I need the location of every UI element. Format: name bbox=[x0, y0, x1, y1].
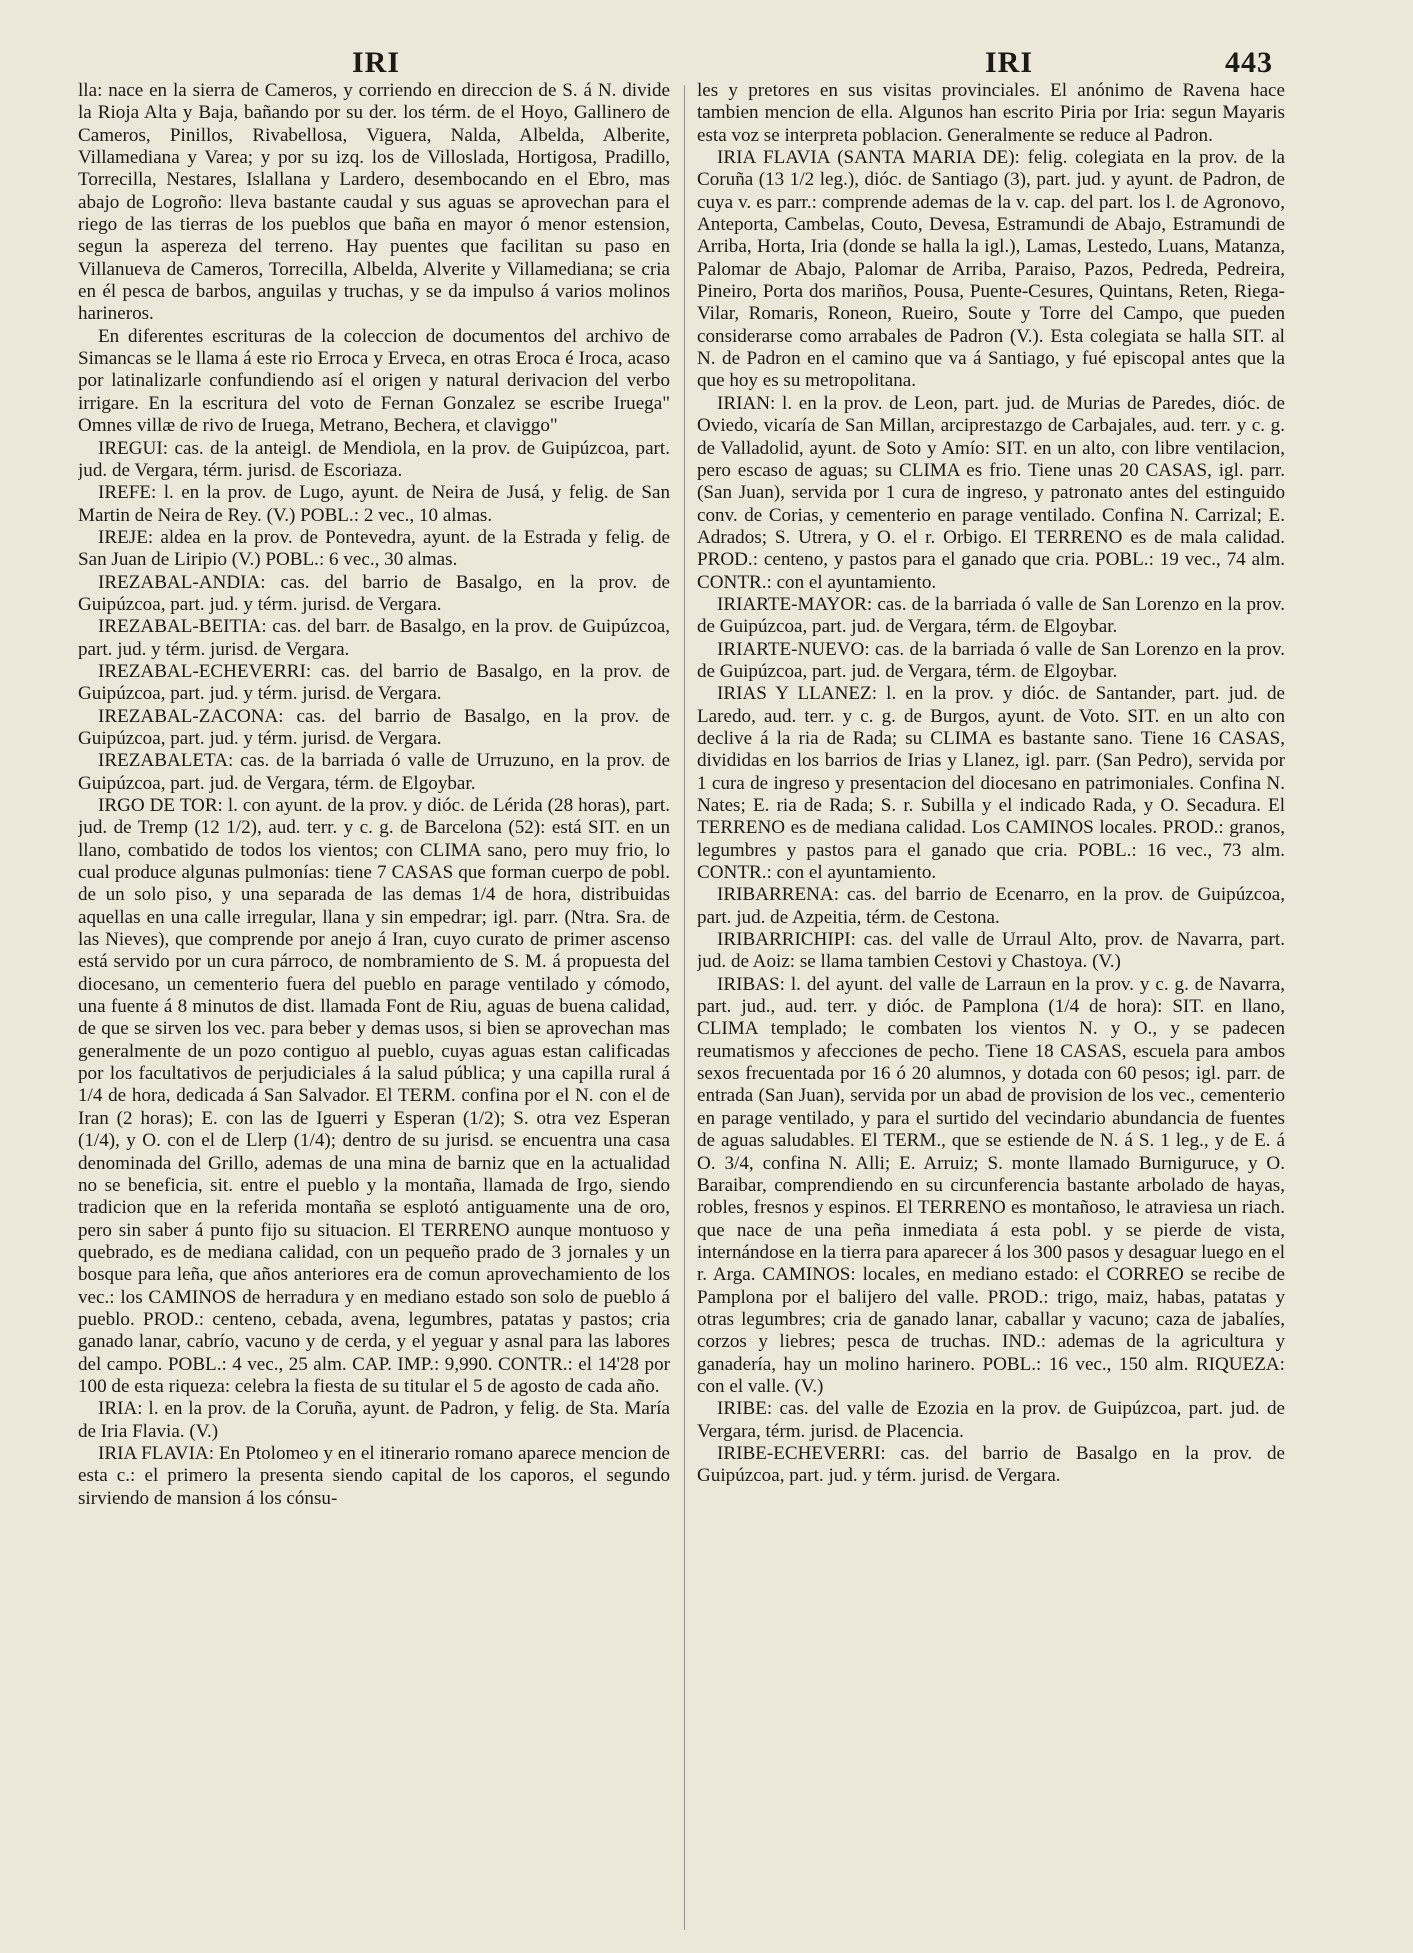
page-number: 443 bbox=[1225, 46, 1273, 79]
entry-irezabal-beitia: IREZABAL-BEITIA: cas. del barr. de Basalgo, en la prov. de Guipúzcoa, part. jud. y térm. jurisd. de Vergara. bbox=[78, 616, 670, 660]
entry-iria: IRIA: l. en la prov. de la Coruña, ayunt. de Padron, y felig. de Sta. María de Iria Flavia. (V.) bbox=[78, 1398, 670, 1442]
entry-irezabaleta: IREZABALETA: cas. de la barriada ó valle de Urruzuno, en la prov. de Guipúzcoa, part. jud. de Vergara, térm. de Elgoybar. bbox=[78, 750, 670, 794]
entry-irezabal-echeverri: IREZABAL-ECHEVERRI: cas. del barrio de Basalgo, en la prov. de Guipúzcoa, part. jud. y térm. jurisd. de Vergara. bbox=[78, 660, 670, 705]
right-column bbox=[697, 80, 1285, 1940]
entry-iribarrena: IRIBARRENA: cas. del barrio de Ecenarro, en la prov. de Guipúzcoa, part. jud. de Azpeitia, térm. de Cestona. bbox=[697, 884, 1285, 928]
running-head-center: IRI bbox=[985, 46, 1034, 79]
entry-irezabal-zacona: IREZABAL-ZACONA: cas. del barrio de Basalgo, en la prov. de Guipúzcoa, part. jud. y térm. jurisd. de Vergara. bbox=[78, 705, 670, 749]
entry-iribarrichipi: IRIBARRICHIPI: cas. del valle de Urraul Alto, prov. de Navarra, part. jud. de Aoiz: se llama tambien Cestovi y Chastoya. (V.) bbox=[697, 929, 1285, 973]
entry-iria-flavia: IRIA FLAVIA: En Ptolomeo y en el itinerario romano aparece mencion de esta c.: el primero la presenta siendo capital de los caporos, el segundo sirviendo de mansion á los cónsu- bbox=[78, 1442, 670, 1509]
running-head-left: IRI bbox=[352, 46, 401, 79]
entry-iria-flavia-santa-maria: IRIA FLAVIA (SANTA MARIA DE): felig. colegiata en la prov. de la Coruña (13 1/2 leg.), dióc. de Santiago (3), part. jud. y ayunt. de Padron, de cuya v. es parr.: comprende ademas de la v. cap. del part. los l. de Agronovo, Anteporta, Cambelas, Couto, Devesa, Estramundi de Abajo, Estramundi de Arriba, Horta, Iria (donde se halla la igl.), Lamas, Lestedo, Luans, Matanza, Palomar de Abajo, Palomar de Arriba, Paraiso, Pazos, Pedreda, Pedreira, Pineiro, Porta dos mariños, Pousa, Puente-Cesures, Quintans, Reten, Riega-Vilar, Romaris, Roneon, Rueiro, Soute y Torre del Campo, que pueden considerarse como arrabales de Padron (V.). Esta colegiata se halla SIT. al N. de Padron en el camino que va á Santiago, y fué episcopal antes que la que hoy es su metropolitana. bbox=[697, 147, 1285, 392]
entry-irian: IRIAN: l. en la prov. de Leon, part. jud. de Murias de Paredes, dióc. de Oviedo, vicaría de San Millan, arciprestazgo de Carbajales, aud. terr. y c. g. de Valladolid, ayunt. de Soto y Amío: SIT. en un alto, con libre ventilacion, pero escaso de aguas; su CLIMA es frio. Tiene unas 20 CASAS, igl. parr. (San Juan), servida por 1 cura de ingreso, y patronato antes del estinguido conv. de Corias, y cementerio en parage ventilado. Confina N. Carrizal; E. Adrados; S. Utrera, y O. el r. Orbigo. El TERRENO es de mala calidad. PROD.: centeno, y pastos para el ganado que cria. POBL.: 19 vec., 74 alm. CONTR.: con el ayuntamiento. bbox=[697, 392, 1285, 593]
entry-irias-y-llanez: IRIAS Y LLANEZ: l. en la prov. y dióc. de Santander, part. jud. de Laredo, aud. terr. y c. g. de Burgos, ayunt. de Voto. SIT. en un alto con declive á la ria de Rada; su CLIMA es bastante sano. Tiene 16 CASAS, divididas en los barrios de Irias y Llanez, igl. parr. (San Pedro), servida por 1 cura de ingreso y presentacion del diocesano en patrimoniales. Confina N. Nates; E. ria de Rada; S. r. Subilla y el indicado Rada, y O. Secadura. El TERRENO es de mediana calidad. Los CAMINOS locales. PROD.: granos, legumbres y pastos para el ganado que cria. POBL.: 16 vec., 73 alm. CONTR.: con el ayuntamiento. bbox=[697, 683, 1285, 884]
entry-iregui: IREGUI: cas. de la anteigl. de Mendiola, en la prov. de Guipúzcoa, part. jud. de Vergara, térm. jurisd. de Escoriaza. bbox=[78, 437, 670, 481]
entry-irezabal-andia: IREZABAL-ANDIA: cas. del barrio de Basalgo, en la prov. de Guipúzcoa, part. jud. y térm. jurisd. de Vergara. bbox=[78, 571, 670, 615]
entry-iriarte-nuevo: IRIARTE-NUEVO: cas. de la barriada ó valle de San Lorenzo en la prov. de Guipúzcoa, part. jud. de Vergara, térm. de Elgoybar. bbox=[697, 638, 1285, 682]
column-divider bbox=[684, 85, 685, 1930]
entry-paragraph: lla: nace en la sierra de Cameros, y corriendo en direccion de S. á N. divide la Rioja Alta y Baja, bañando por su der. los térm. de el Hoyo, Gallinero de Cameros, Pinillos, Rivabellosa, Viguera, Nalda, Albelda, Alberite, Villamediana y Varea; y por su izq. los de Villoslada, Hortigosa, Pradillo, Torrecilla, Nestares, Islallana y Lardero, desembocando en el Ebro, mas abajo de Logroño: lleva bastante caudal y sus aguas se aprovechan para el riego de las tierras de los pueblos que baña en mayor ó menor estension, segun la aspereza del terreno. Hay puentes que facilitan su paso en Villanueva de Cameros, Torrecilla, Albelda, Alverite y Villamediana; se cria en él pesca de barbos, anguilas y truchas, y se da impulso á varios molinos harineros. bbox=[78, 80, 670, 325]
entry-ireje: IREJE: aldea en la prov. de Pontevedra, ayunt. de la Estrada y felig. de San Juan de Liripio (V.) POBL.: 6 vec., 30 almas. bbox=[78, 526, 670, 571]
entry-iribe: IRIBE: cas. del valle de Ezozia en la prov. de Guipúzcoa, part. jud. de Vergara, térm. jurisd. de Placencia. bbox=[697, 1398, 1285, 1442]
entry-paragraph: En diferentes escrituras de la coleccion de documentos del archivo de Simancas se le llama á este rio Erroca y Erveca, en otras Eroca é Iroca, acaso por latinalizarle confundiendo así el origen y natural derivacion del verbo irrigare. En la escritura del voto de Fernan Gonzalez se escribe Iruega" Omnes villæ de rivo de Iruega, Metrano, Bechera, et claviggo" bbox=[78, 325, 670, 437]
entry-irgo-de-tor: IRGO DE TOR: l. con ayunt. de la prov. y dióc. de Lérida (28 horas), part. jud. de Tremp (12 1/2), aud. terr. y c. g. de Barcelona (52): está SIT. en un llano, combatido de todos los vientos; con CLIMA sano, pero muy frio, lo cual produce algunas pulmonías: tiene 7 CASAS que forman cuerpo de pobl. de un solo piso, y una separada de las demas 1/4 de hora, distribuidas aquellas en una calle irregular, llana y sin empedrar; igl. parr. (Ntra. Sra. de las Nieves), que comprende por anejo á Iran, cuyo curato de primer ascenso está servido por un cura párroco, de nombramiento de S. M. á propuesta del diocesano, un cementerio fuera del pueblo en parage ventilado y cómodo, una fuente á 8 minutos de dist. llamada Font de Riu, aguas de buena calidad, de que se sirven los vec. para beber y demas usos, si bien se aprovechan mas generalmente de un pozo contiguo al pueblo, cuyas aguas estan calificadas por los facultativos de perjudiciales á la salud pública; y una capilla rural á 1/4 de hora, dedicada á San Salvador. El TERM. confina por el N. con el de Iran (2 horas); E. con las de Iguerri y Esperan (1/2); S. otra vez Esperan (1/4), y O. con el de Llerp (1/4); dentro de su jurisd. se encuentra una casa denominada del Grillo, ademas de una mina de barniz que en la actualidad no se beneficia, sit. entre el pueblo y la montaña, llamada de Irgo, siendo tradicion que en la referida montaña se esplotó antiguamente una de oro, pero sin saber á punto fijo su situacion. El TERRENO aunque montuoso y quebrado, es de mediana calidad, con un pequeño prado de 3 jornales y un bosque para leña, que años anteriores era de comun aprovechamiento de los vec.: los CAMINOS de herradura y en mediano estado son solo de pueblo á pueblo. PROD.: centeno, cebada, avena, legumbres, patatas y pastos; cria ganado lanar, cabrío, vacuno y de cerda, y el yeguar y asnal para las labores del campo. POBL.: 4 vec., 25 alm. CAP. IMP.: 9,990. CONTR.: el 14'28 por 100 de esta riqueza: celebra la fiesta de su titular el 5 de agosto de cada año. bbox=[78, 795, 670, 1397]
left-column bbox=[78, 80, 670, 1940]
entry-paragraph: les y pretores en sus visitas provinciales. El anónimo de Ravena hace tambien mencion de ella. Algunos han escrito Piria por Iria: segun Mayaris esta voz se interpreta poblacion. Generalmente se reduce al Padron. bbox=[697, 80, 1285, 146]
entry-iribas: IRIBAS: l. del ayunt. del valle de Larraun en la prov. y c. g. de Navarra, part. jud., aud. terr. y dióc. de Pamplona (1/4 de hora): SIT. en llano, CLIMA templado; le combaten los vientos N. y O., y se padecen reumatismos y afecciones de pecho. Tiene 18 CASAS, escuela para ambos sexos frecuentada por 16 ó 20 alumnos, y dotada con 60 pesos; igl. parr. de entrada (San Juan), servida por un abad de provision de los vec., cementerio en parage ventilado, y para el surtido del vecindario abundancia de fuentes de aguas saludables. El TERM., que se estiende de N. á S. 1 leg., y de E. á O. 3/4, confina N. Alli; E. Arruiz; S. monte llamado Burniguruce, y O. Baraibar, comprendiendo en su circunferencia bastante arbolado de hayas, robles, fresnos y espinos. El TERRENO es montañoso, le atraviesa un riach. que nace de una peña inmediata á esta pobl. y se pierde de vista, internándose en la tierra para aparecer á los 300 pasos y desaguar luego en el r. Arga. CAMINOS: locales, en mediano estado: el CORREO se recibe de Pamplona por el balijero del valle. PROD.: trigo, maiz, habas, patatas y otras legumbres; cria de ganado lanar, caballar y vacuno; caza de jabalíes, corzos y liebres; pesca de truchas. IND.: ademas de la agricultura y ganadería, hay un molino harinero. POBL.: 16 vec., 150 alm. RIQUEZA: con el valle. (V.) bbox=[697, 973, 1285, 1397]
entry-iribe-echeverri: IRIBE-ECHEVERRI: cas. del barrio de Basalgo en la prov. de Guipúzcoa, part. jud. y térm. jurisd. de Vergara. bbox=[697, 1442, 1285, 1487]
entry-iriarte-mayor: IRIARTE-MAYOR: cas. de la barriada ó valle de San Lorenzo en la prov. de Guipúzcoa, part. jud. de Vergara, térm. de Elgoybar. bbox=[697, 593, 1285, 638]
entry-irefe: IREFE: l. en la prov. de Lugo, ayunt. de Neira de Jusá, y felig. de San Martin de Neira de Rey. (V.) POBL.: 2 vec., 10 almas. bbox=[78, 482, 670, 526]
